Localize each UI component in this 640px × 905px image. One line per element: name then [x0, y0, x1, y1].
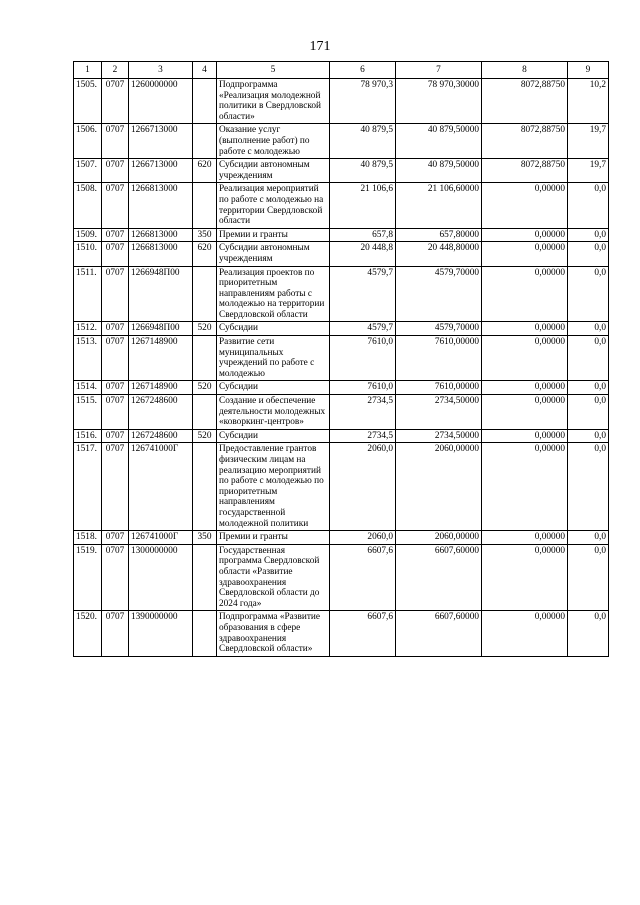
item-name-cell: Реализация проектов по приоритетным направлениям работы с молодежью на территории Свердловской области [217, 266, 330, 322]
executed-amount-cell: 7610,00000 [396, 381, 482, 395]
planned-amount-cell: 4579,7 [330, 266, 396, 322]
percent-cell: 0,0 [568, 544, 609, 611]
expense-type-cell: 620 [193, 242, 217, 266]
row-number-cell: 1505. [74, 79, 102, 124]
executed-amount-cell: 6607,60000 [396, 544, 482, 611]
executed-amount-cell: 4579,70000 [396, 322, 482, 336]
executed-amount-cell: 20 448,80000 [396, 242, 482, 266]
item-name-cell: Развитие сети муниципальных учреждений по работе с молодежью [217, 336, 330, 381]
balance-cell: 0,00000 [482, 443, 568, 531]
column-header: 3 [129, 62, 193, 79]
section-code-cell: 0707 [102, 159, 129, 183]
planned-amount-cell: 40 879,5 [330, 159, 396, 183]
executed-amount-cell: 7610,00000 [396, 336, 482, 381]
section-code-cell: 0707 [102, 531, 129, 545]
target-code-cell: 1266813000 [129, 228, 193, 242]
table-row [74, 443, 609, 531]
item-name-cell: Премии и гранты [217, 228, 330, 242]
row-number-cell: 1513. [74, 336, 102, 381]
planned-amount-cell: 6607,6 [330, 544, 396, 611]
expense-type-cell [193, 443, 217, 531]
table-row [74, 242, 609, 266]
column-header: 2 [102, 62, 129, 79]
row-number-cell: 1512. [74, 322, 102, 336]
percent-cell: 0,0 [568, 228, 609, 242]
section-code-cell: 0707 [102, 395, 129, 430]
percent-cell: 0,0 [568, 611, 609, 656]
percent-cell: 0,0 [568, 242, 609, 266]
planned-amount-cell: 40 879,5 [330, 124, 396, 159]
target-code-cell: 1266813000 [129, 183, 193, 228]
percent-cell: 0,0 [568, 266, 609, 322]
target-code-cell: 1266713000 [129, 159, 193, 183]
target-code-cell: 1266713000 [129, 124, 193, 159]
item-name-cell: Реализация мероприятий по работе с молодежью на территории Свердловской области [217, 183, 330, 228]
column-header: 8 [482, 62, 568, 79]
row-number-cell: 1511. [74, 266, 102, 322]
expense-type-cell: 520 [193, 322, 217, 336]
row-number-cell: 1519. [74, 544, 102, 611]
column-header: 9 [568, 62, 609, 79]
expense-type-cell [193, 183, 217, 228]
table-row [74, 266, 609, 322]
balance-cell: 8072,88750 [482, 159, 568, 183]
row-number-cell: 1506. [74, 124, 102, 159]
target-code-cell: 1267248600 [129, 429, 193, 443]
percent-cell: 0,0 [568, 531, 609, 545]
expense-type-cell [193, 611, 217, 656]
percent-cell: 19,7 [568, 159, 609, 183]
balance-cell: 0,00000 [482, 242, 568, 266]
balance-cell: 0,00000 [482, 336, 568, 381]
planned-amount-cell: 7610,0 [330, 336, 396, 381]
executed-amount-cell: 6607,60000 [396, 611, 482, 656]
executed-amount-cell: 2734,50000 [396, 395, 482, 430]
table-row [74, 611, 609, 656]
executed-amount-cell: 657,80000 [396, 228, 482, 242]
table-row [74, 79, 609, 124]
section-code-cell: 0707 [102, 322, 129, 336]
table-row [74, 336, 609, 381]
executed-amount-cell: 2060,00000 [396, 443, 482, 531]
balance-cell: 0,00000 [482, 544, 568, 611]
row-number-cell: 1517. [74, 443, 102, 531]
balance-cell: 0,00000 [482, 266, 568, 322]
table-row [74, 429, 609, 443]
planned-amount-cell: 21 106,6 [330, 183, 396, 228]
planned-amount-cell: 78 970,3 [330, 79, 396, 124]
percent-cell: 0,0 [568, 322, 609, 336]
section-code-cell: 0707 [102, 266, 129, 322]
item-name-cell: Подпрограмма «Реализация молодежной политики в Свердловской области» [217, 79, 330, 124]
section-code-cell: 0707 [102, 381, 129, 395]
balance-cell: 0,00000 [482, 611, 568, 656]
target-code-cell: 1267148900 [129, 336, 193, 381]
expense-type-cell: 350 [193, 228, 217, 242]
table-row [74, 322, 609, 336]
item-name-cell: Субсидии [217, 322, 330, 336]
planned-amount-cell: 6607,6 [330, 611, 396, 656]
target-code-cell: 126741000Г [129, 443, 193, 531]
target-code-cell: 1266813000 [129, 242, 193, 266]
column-header: 1 [74, 62, 102, 79]
item-name-cell: Подпрограмма «Развитие образования в сфере здравоохранения Свердловской области» [217, 611, 330, 656]
table-row [74, 544, 609, 611]
row-number-cell: 1516. [74, 429, 102, 443]
table-row [74, 395, 609, 430]
executed-amount-cell: 21 106,60000 [396, 183, 482, 228]
percent-cell: 10,2 [568, 79, 609, 124]
executed-amount-cell: 2060,00000 [396, 531, 482, 545]
expense-type-cell: 620 [193, 159, 217, 183]
table-row [74, 228, 609, 242]
percent-cell: 0,0 [568, 429, 609, 443]
planned-amount-cell: 7610,0 [330, 381, 396, 395]
row-number-cell: 1508. [74, 183, 102, 228]
percent-cell: 0,0 [568, 183, 609, 228]
planned-amount-cell: 2734,5 [330, 395, 396, 430]
section-code-cell: 0707 [102, 544, 129, 611]
planned-amount-cell: 20 448,8 [330, 242, 396, 266]
balance-cell: 8072,88750 [482, 79, 568, 124]
column-header: 7 [396, 62, 482, 79]
target-code-cell: 1266948П00 [129, 266, 193, 322]
target-code-cell: 1267248600 [129, 395, 193, 430]
section-code-cell: 0707 [102, 611, 129, 656]
item-name-cell: Субсидии автономным учреждениям [217, 242, 330, 266]
section-code-cell: 0707 [102, 429, 129, 443]
section-code-cell: 0707 [102, 336, 129, 381]
table-row [74, 381, 609, 395]
section-code-cell: 0707 [102, 228, 129, 242]
percent-cell: 0,0 [568, 381, 609, 395]
row-number-cell: 1518. [74, 531, 102, 545]
row-number-cell: 1510. [74, 242, 102, 266]
target-code-cell: 1260000000 [129, 79, 193, 124]
target-code-cell: 1300000000 [129, 544, 193, 611]
balance-cell: 0,00000 [482, 183, 568, 228]
table-row [74, 124, 609, 159]
planned-amount-cell: 2060,0 [330, 531, 396, 545]
item-name-cell: Субсидии [217, 381, 330, 395]
header-row [74, 62, 609, 79]
planned-amount-cell: 2060,0 [330, 443, 396, 531]
percent-cell: 19,7 [568, 124, 609, 159]
row-number-cell: 1507. [74, 159, 102, 183]
item-name-cell: Оказание услуг (выполнение работ) по работе с молодежью [217, 124, 330, 159]
executed-amount-cell: 4579,70000 [396, 266, 482, 322]
column-header: 6 [330, 62, 396, 79]
table-row [74, 183, 609, 228]
section-code-cell: 0707 [102, 79, 129, 124]
column-header: 5 [217, 62, 330, 79]
balance-cell: 0,00000 [482, 381, 568, 395]
expense-type-cell: 350 [193, 531, 217, 545]
percent-cell: 0,0 [568, 336, 609, 381]
column-header: 4 [193, 62, 217, 79]
target-code-cell: 1390000000 [129, 611, 193, 656]
executed-amount-cell: 40 879,50000 [396, 124, 482, 159]
item-name-cell: Субсидии [217, 429, 330, 443]
balance-cell: 0,00000 [482, 395, 568, 430]
executed-amount-cell: 2734,50000 [396, 429, 482, 443]
item-name-cell: Субсидии автономным учреждениям [217, 159, 330, 183]
balance-cell: 0,00000 [482, 322, 568, 336]
row-number-cell: 1515. [74, 395, 102, 430]
expense-type-cell [193, 266, 217, 322]
table-row [74, 531, 609, 545]
row-number-cell: 1520. [74, 611, 102, 656]
expense-type-cell [193, 336, 217, 381]
section-code-cell: 0707 [102, 242, 129, 266]
item-name-cell: Предоставление грантов физическим лицам на реализацию мероприятий по работе с молодежью по приоритетным направлениям государственной молодежной политики [217, 443, 330, 531]
executed-amount-cell: 78 970,30000 [396, 79, 482, 124]
table-row [74, 159, 609, 183]
percent-cell: 0,0 [568, 443, 609, 531]
executed-amount-cell: 40 879,50000 [396, 159, 482, 183]
target-code-cell: 1267148900 [129, 381, 193, 395]
item-name-cell: Государственная программа Свердловской области «Развитие здравоохранения Свердловской области до 2024 года» [217, 544, 330, 611]
balance-cell: 0,00000 [482, 531, 568, 545]
expense-type-cell [193, 544, 217, 611]
planned-amount-cell: 4579,7 [330, 322, 396, 336]
row-number-cell: 1514. [74, 381, 102, 395]
target-code-cell: 1266948П00 [129, 322, 193, 336]
expense-type-cell [193, 124, 217, 159]
page-number: 171 [309, 39, 331, 54]
expense-type-cell: 520 [193, 429, 217, 443]
expense-type-cell [193, 395, 217, 430]
budget-table [73, 61, 609, 657]
item-name-cell: Создание и обеспечение деятельности молодежных «коворкинг-центров» [217, 395, 330, 430]
section-code-cell: 0707 [102, 124, 129, 159]
target-code-cell: 126741000Г [129, 531, 193, 545]
expense-type-cell [193, 79, 217, 124]
planned-amount-cell: 2734,5 [330, 429, 396, 443]
row-number-cell: 1509. [74, 228, 102, 242]
balance-cell: 8072,88750 [482, 124, 568, 159]
item-name-cell: Премии и гранты [217, 531, 330, 545]
balance-cell: 0,00000 [482, 429, 568, 443]
balance-cell: 0,00000 [482, 228, 568, 242]
planned-amount-cell: 657,8 [330, 228, 396, 242]
expense-type-cell: 520 [193, 381, 217, 395]
percent-cell: 0,0 [568, 395, 609, 430]
section-code-cell: 0707 [102, 443, 129, 531]
section-code-cell: 0707 [102, 183, 129, 228]
